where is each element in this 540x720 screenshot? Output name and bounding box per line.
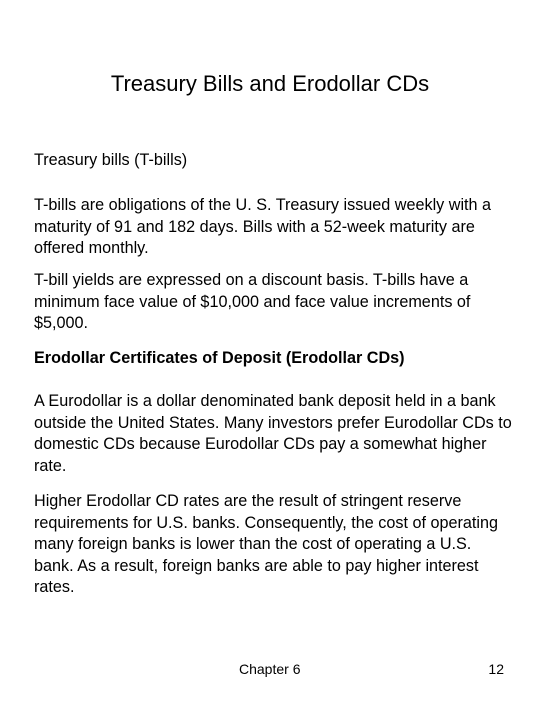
slide-title: Treasury Bills and Erodollar CDs: [110, 71, 430, 96]
tbills-paragraph-1: T-bills are obligations of the U. S. Treasury issued weekly with a maturity of 91 and 182 days. Bills with a 52-week maturity are offered monthly.: [34, 196, 492, 257]
page-number: 12: [488, 661, 504, 677]
footer-chapter: Chapter 6: [239, 661, 301, 677]
cds-paragraph-1: A Eurodollar is a dollar denominated bank deposit held in a bank outside the United States. Many investors prefer Eurodollar CDs to domestic CDs because Eurodollar CDs pay a somewhat higher rate.: [34, 392, 512, 475]
tbills-heading: Treasury bills (T-bills): [34, 151, 188, 169]
cds-paragraph-2: Higher Erodollar CD rates are the result of stringent reserve requirements for U.S. banks. Consequently, the cost of operating many foreign banks is lower than the cost of operating a U.S. bank. As a result, foreign banks are able to pay higher interest rates.: [34, 492, 498, 596]
cds-heading: Erodollar Certificates of Deposit (Erodollar CDs): [34, 349, 405, 367]
tbills-paragraph-2: T-bill yields are expressed on a discount basis. T-bills have a minimum face value of $10,000 and face value increments of $5,000.: [34, 271, 471, 332]
